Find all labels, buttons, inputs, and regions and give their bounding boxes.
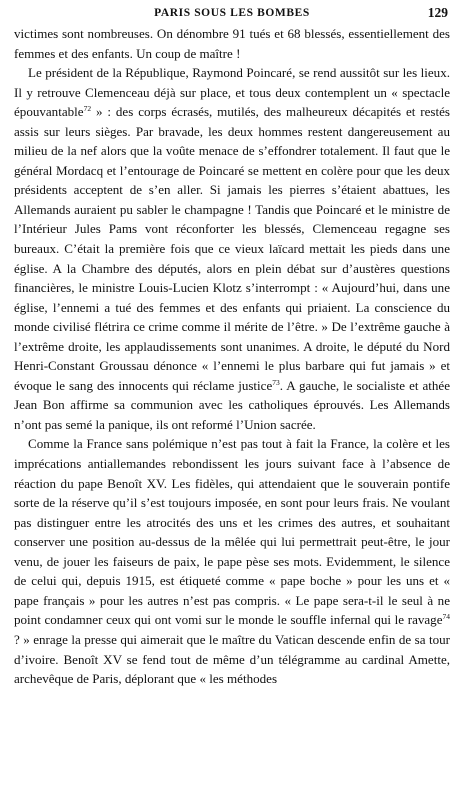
page-number: 129 bbox=[427, 5, 448, 20]
footnote-reference: 72 bbox=[83, 104, 92, 114]
footnote-reference: 73 bbox=[272, 377, 280, 387]
footnote-reference: 74 bbox=[442, 612, 450, 622]
text-run: Le président de la République, Raymond Poincaré, se rend aussitôt sur les lieux. Il y retrouve Clemenceau déjà sur place, et tous deux contemplent un « spectacle épouvantable bbox=[14, 65, 450, 120]
paragraph bbox=[14, 434, 450, 688]
text-run: victimes sont nombreuses. On dénombre 91 tués et 68 blessés, essentiellement des femmes et des enfants. Un coup de maître ! bbox=[14, 26, 450, 61]
paragraph bbox=[14, 24, 450, 63]
running-title: PARIS SOUS LES BOMBES bbox=[154, 7, 310, 19]
text-run: Comme la France sans polémique n’est pas tout à fait la France, la colère et les imprécations antiallemandes rebondissent les jours suivant face à l’absence de réaction du pape Benoît XV. Les fidèles, qui attendaient que le souverain pontife sorte de la réserve qu’il s’est toujours imposée, en sont pour leurs frais. Ne voulant pas distinguer entre les atrocités des uns et les crimes des autres, et souhaitant conserver une position au-dessus de la mêlée qui lui permettrait peut-être, le jour venu, de jouer les faiseurs de paix, le pape pèse ses mots. Evidemment, le silence de celui qui, depuis 1915, est étiqueté comme « pape boche » pour les uns et « pape français » pour les autres n’est pas compris. « Le pape sera-t-il le seul à ne point condamner ceux qui ont vomi sur le monde le souffle infernal qui le ravage bbox=[14, 436, 450, 628]
body-text bbox=[14, 24, 450, 689]
running-head bbox=[14, 4, 450, 24]
text-run: ? » enrage la presse qui aimerait que le maître du Vatican descende enfin de sa tour d’ivoire. Benoît XV se fend tout de même d’un télégramme au cardinal Amette, archevêque de Paris, déplorant que « les méthodes bbox=[14, 631, 450, 687]
text-run: » : des corps écrasés, mutilés, des malheureux décapités et restés assis sur leurs sièges. Par bravade, les deux hommes restent dangereusement au milieu de la nef alors que la voûte menace de s’effondrer totalement. Il faut que le général Mordacq et l’entourage de Poincaré se mettent en colère pour que les deux présidents acceptent de s’en aller. Si jamais les pierres s’étaient abattues, les Allemands auraient pu sabler le champagne ! Tandis que Poincaré et le ministre de l’Intérieur Jules Pams vont réconforter les blessés, Clemenceau regagne ses bureaux. C’était la première fois que ce vieux laïcard mettait les pieds dans une église. A la Chambre des députés, alors en plein débat sur d’austères questions financières, le ministre Louis-Lucien Klotz s’interrompt : « Aujourd’hui, dans une église, l’ennemi a tué des femmes et des enfants qui priaient. La conscience du monde civilisé flétrira ce crime comme il mérite de l’être. » De l’extrême gauche à l’extrême droite, les applaudissements sont unanimes. A droite, le député du Nord Henri-Constant Groussau dénonce « l’ennemi le plus barbare qui fut jamais » et évoque le sang des innocents qui réclame justice bbox=[14, 104, 450, 393]
text-run: . A gauche, le socialiste et athée Jean Bon affirme sa communion avec les catholiques éprouvés. Les Allemands n’ont pas semé la panique, ils ont reformé l’Union sacrée. bbox=[14, 377, 450, 432]
paragraph bbox=[14, 63, 450, 434]
